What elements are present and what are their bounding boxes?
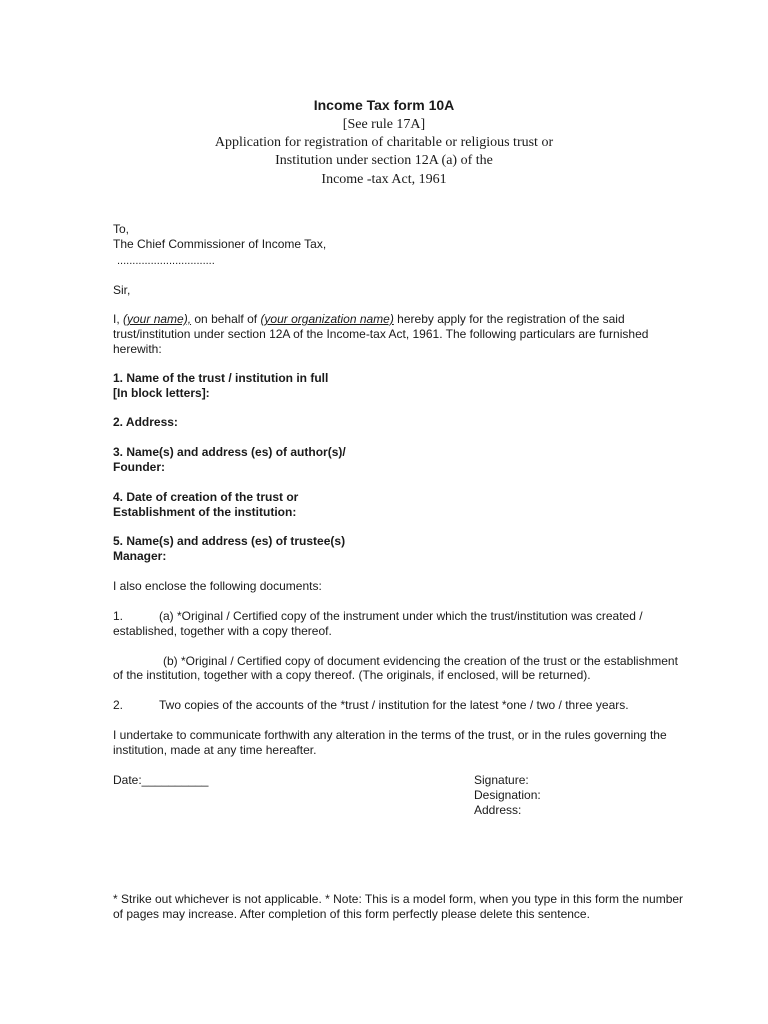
designation-label: Designation: [474, 788, 541, 802]
document-2 [113, 698, 629, 713]
intro-line-2: trust/institution under section 12A of the Income-tax Act, 1961. The following particulars are furnished [113, 327, 649, 341]
document-1b-line-2: of the institution, together with a copy thereof. (The originals, if enclosed, will be returned). [113, 668, 591, 682]
particular-3-line-1: 3. Name(s) and address (es) of author(s)/ [113, 445, 346, 459]
form-subtitle-line-1: Application for registration of charitable or religious trust or [214, 135, 554, 150]
particular-4-line-1: 4. Date of creation of the trust or [113, 490, 299, 504]
address-to: To, [113, 222, 130, 236]
particular-1-line-1: 1. Name of the trust / institution in full [113, 371, 329, 385]
particular-5-line-1: 5. Name(s) and address (es) of trustee(s) [113, 534, 346, 548]
particular-2: 2. Address: [113, 415, 178, 429]
date-field: Date:__________ [113, 773, 209, 787]
form-subtitle-line-2: Institution under section 12A (a) of the [275, 153, 493, 168]
form-title: Income Tax form 10A [313, 97, 455, 113]
address-label: Address: [474, 803, 522, 817]
document-2-text: Two copies of the accounts of the *trust / institution for the latest *one / two / three years. [159, 698, 629, 712]
your-name-placeholder: (your name), [123, 312, 192, 326]
organization-name-placeholder: (your organization name) [260, 312, 394, 326]
intro-line-3: herewith: [113, 342, 162, 356]
document-1-number: 1. [113, 609, 124, 623]
particular-5-line-2: Manager: [113, 549, 167, 563]
footnote-line-2: of pages may increase. After completion of this form perfectly please delete this sentence. [113, 907, 590, 921]
documents-heading: I also enclose the following documents: [113, 579, 322, 593]
form-rule: [See rule 17A] [342, 117, 426, 132]
signature-label: Signature: [474, 773, 529, 787]
intro-suffix: hereby apply for the registration of the said [393, 312, 625, 326]
document-1a-line-2: established, together with a copy thereof. [113, 624, 332, 638]
particular-1-line-2: [In block letters]: [113, 386, 210, 400]
particular-3-line-2: Founder: [113, 460, 165, 474]
address-blank-line: ................................ [117, 255, 215, 267]
intro-mid: on behalf of [191, 312, 261, 326]
document-1a-text: (a) *Original / Certified copy of the instrument under which the trust/institution was created / [159, 609, 643, 623]
document-1a-line-1 [113, 609, 643, 624]
intro-prefix: I, [113, 312, 124, 326]
footnote-line-1: * Strike out whichever is not applicable. * Note: This is a model form, when you type in this form the number [113, 892, 684, 906]
salutation: Sir, [113, 283, 131, 297]
address-recipient: The Chief Commissioner of Income Tax, [113, 237, 327, 251]
particular-4-line-2: Establishment of the institution: [113, 505, 297, 519]
undertaking-line-2: institution, made at any time hereafter. [113, 743, 317, 757]
intro-line-1 [113, 312, 625, 327]
undertaking-line-1: I undertake to communicate forthwith any alteration in the terms of the trust, or in the rules governing the [113, 728, 667, 742]
document-2-number: 2. [113, 698, 124, 712]
form-subtitle-line-3: Income -tax Act, 1961 [321, 172, 447, 187]
document-1b-line-1: (b) *Original / Certified copy of document evidencing the creation of the trust or the establishment [163, 654, 678, 668]
